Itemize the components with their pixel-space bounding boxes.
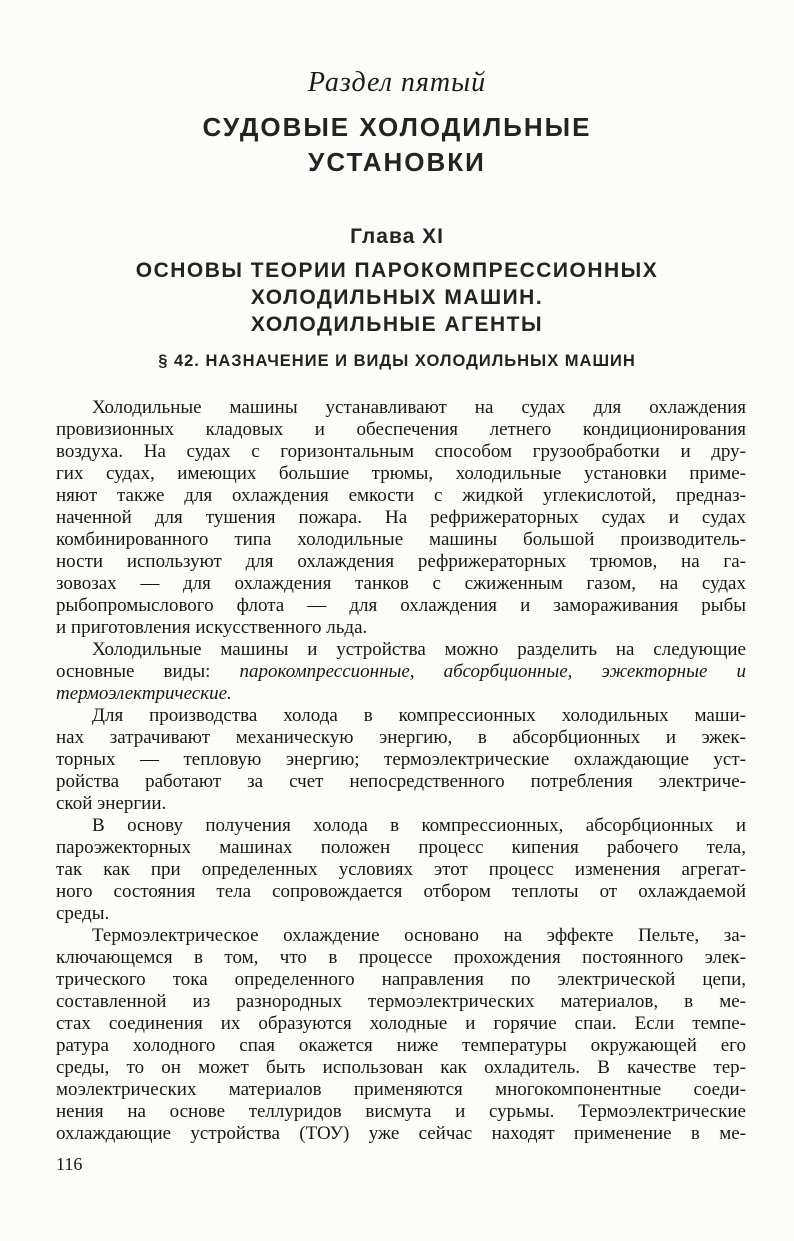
text-line [56,1123,746,1145]
text-segment: трического тока определенного направления по электрической цепи, [56,969,746,990]
text-line [56,837,746,859]
section-title [0,110,794,180]
text-segment-italic: парокомпрессионные, абсорбционные, эжекторные и [239,661,747,682]
text-segment: моэлектрических материалов применяются многокомпонентные соеди- [56,1079,746,1100]
text-segment: ности используют для охлаждения рефрижераторных трюмов, на га- [56,551,746,572]
text-line [56,793,746,815]
text-line [56,705,746,727]
chapter-title-line-3: ХОЛОДИЛЬНЫЕ АГЕНТЫ [250,313,544,336]
text-line [56,727,746,749]
paragraph-4 [56,815,746,925]
text-line [56,419,746,441]
paragraph-1 [56,397,746,639]
text-segment-italic: термоэлектрические. [56,683,232,704]
chapter-label: Глава XI [350,225,444,248]
text-line [56,617,746,639]
text-segment: Холодильные машины устанавливают на судах для охлаждения [92,397,746,418]
chapter-title [0,257,794,338]
text-line [56,859,746,881]
text-segment: няют также для охлаждения емкости с жидкой углекислотой, предназ- [56,485,746,506]
text-segment: стах соединения их образуются холодные и горячие спаи. Если темпе- [56,1013,746,1034]
text-segment: и приготовления искусственного льда. [56,617,368,638]
body-text [56,397,746,1145]
text-line [56,397,746,419]
text-segment: нах затрачивают механическую энергию, в абсорбционных и эжек- [56,727,746,748]
text-segment: зовозах — для охлаждения танков с сжиженным газом, на судах [56,573,746,594]
chapter-title-line-1: ОСНОВЫ ТЕОРИИ ПАРОКОМПРЕССИОННЫХ [135,259,659,282]
text-segment: охлаждающие устройства (ТОУ) уже сейчас находят применение в ме- [56,1123,746,1144]
text-segment: пароэжекторных машинах положен процесс кипения рабочего тела, [56,837,746,858]
text-segment: Термоэлектрическое охлаждение основано на эффекте Пельте, за- [92,925,746,946]
text-line [56,683,746,705]
text-line [56,1035,746,1057]
text-line [56,749,746,771]
section-kicker: Раздел пятый [307,67,487,98]
text-segment: Для производства холода в компрессионных холодильных маши- [92,705,746,726]
text-segment: провизионных кладовых и обеспечения летнего кондиционирования [56,419,746,440]
text-line [56,1057,746,1079]
text-segment: рыбопромыслового флота — для охлаждения и замораживания рыбы [56,595,746,616]
text-segment: составленной из разнородных термоэлектрических материалов, в ме- [56,991,746,1012]
text-line [56,991,746,1013]
text-line [56,1013,746,1035]
text-line [56,463,746,485]
text-line [56,573,746,595]
text-segment: комбинированного типа холодильные машины большой производитель- [56,529,746,550]
text-line [56,925,746,947]
text-line [56,815,746,837]
text-line [56,507,746,529]
text-line [56,485,746,507]
text-line [56,639,746,661]
text-line [56,771,746,793]
section-title-line-1: СУДОВЫЕ ХОЛОДИЛЬНЫЕ [202,112,592,142]
text-segment: среды. [56,903,110,924]
text-segment: воздуха. На судах с горизонтальным способом грузообработки и дру- [56,441,746,462]
text-segment: Холодильные машины и устройства можно разделить на следующие [92,639,746,660]
paragraph-2 [56,639,746,705]
chapter-title-line-2: ХОЛОДИЛЬНЫХ МАШИН. [250,286,544,309]
text-segment: так как при определенных условиях этот процесс изменения агрегат- [56,859,746,880]
text-segment: наченной для тушения пожара. На рефрижераторных судах и судах [56,507,746,528]
text-line [56,1079,746,1101]
text-segment: нения на основе теллуридов висмута и сурьмы. Термоэлектрические [56,1101,746,1122]
text-line [56,661,746,683]
text-line [56,881,746,903]
text-segment: ской энергии. [56,793,167,814]
text-segment: среды, то он может быть использован как охладитель. В качестве тер- [56,1057,746,1078]
text-line [56,595,746,617]
text-line [56,969,746,991]
paragraph-3 [56,705,746,815]
section-title-line-2: УСТАНОВКИ [308,147,486,177]
text-line [56,947,746,969]
paragraph-5 [56,925,746,1145]
text-segment: В основу получения холода в компрессионных, абсорбционных и [92,815,746,836]
text-segment: ного состояния тела сопровождается отбором теплоты от охлаждаемой [56,881,746,902]
text-segment: гих судах, имеющих большие трюмы, холодильные установки приме- [56,463,746,484]
text-line [56,441,746,463]
text-line [56,551,746,573]
text-segment: ратура холодного спая окажется ниже температуры окружающей его [56,1035,746,1056]
text-segment: основные виды: [56,661,240,682]
text-segment: торных — тепловую энергию; термоэлектрические охлаждающие уст- [56,749,746,770]
text-line [56,1101,746,1123]
text-line [56,529,746,551]
paragraph-42-heading: § 42. НАЗНАЧЕНИЕ И ВИДЫ ХОЛОДИЛЬНЫХ МАШИН [158,352,636,370]
text-segment: ройства работают за счет непосредственного потребления электриче- [56,771,746,792]
page-number: 116 [56,1154,83,1174]
text-line [56,903,746,925]
text-segment: ключающемся в том, что в процессе прохождения постоянного элек- [56,947,746,968]
